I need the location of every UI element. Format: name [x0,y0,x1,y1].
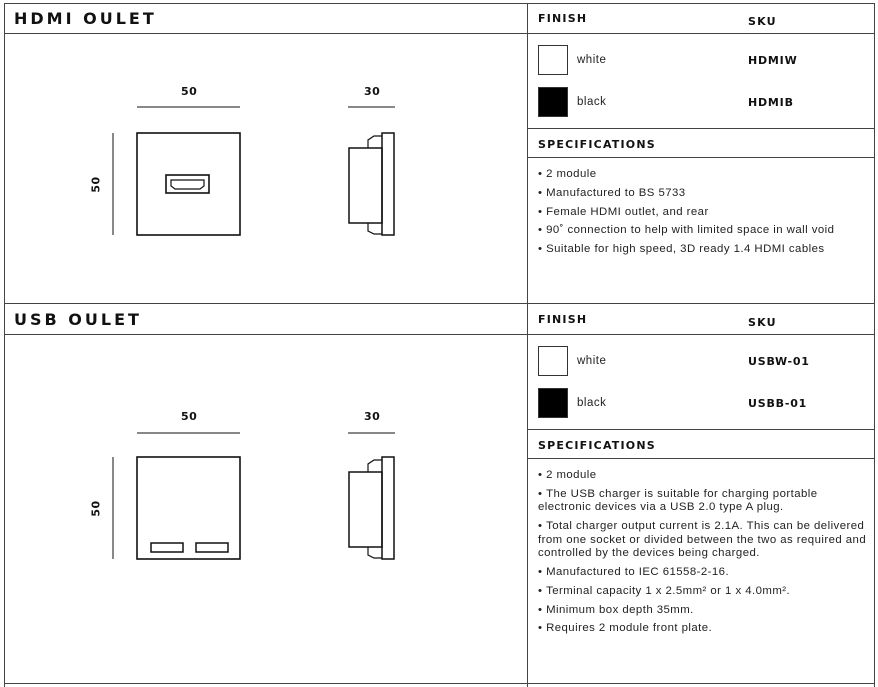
finish-label-black: black [577,397,607,409]
spec-item: • Terminal capacity 1 x 2.5mm² or 1 x 4.0mm². [538,585,868,599]
section-title-usb: USB OULET [14,310,142,329]
dimension-depth-label: 30 [364,85,381,98]
spec-item: • Minimum box depth 35mm. [538,604,868,618]
spec-item: • Manufactured to IEC 61558-2-16. [538,566,868,580]
spec-item: • 90˚ connection to help with limited space in wall void [538,224,868,238]
spec-item: • 2 module [538,469,868,483]
sku-value-white: HDMIW [748,54,798,67]
dimension-width-label: 50 [181,410,198,423]
dimension-height-label: 50 [89,176,103,193]
finish-header: FINISH [538,12,588,25]
finish-header: FINISH [538,313,588,326]
sku-header: SKU [748,316,777,329]
spec-item: • The USB charger is suitable for charging portable electronic devices via a USB 2.0 type A plug. [538,488,868,515]
dimension-depth-label: 30 [364,410,381,423]
finish-label-white: white [577,54,607,66]
dimension-width-label: 50 [181,85,198,98]
sku-value-black: USBB-01 [748,397,808,410]
spec-item: • Manufactured to BS 5733 [538,187,868,201]
specifications-header: SPECIFICATIONS [538,439,656,452]
finish-label-black: black [577,96,607,108]
finish-label-white: white [577,355,607,367]
dimension-height-label: 50 [89,500,103,517]
spec-item: • Requires 2 module front plate. [538,622,868,636]
sku-value-white: USBW-01 [748,355,810,368]
spec-item: • 2 module [538,168,868,182]
specifications-header: SPECIFICATIONS [538,138,656,151]
section-title-hdmi: HDMI OULET [14,9,157,28]
spec-item: • Suitable for high speed, 3D ready 1.4 HDMI cables [538,243,868,257]
spec-item: • Female HDMI outlet, and rear [538,206,868,220]
sku-value-black: HDMIB [748,96,794,109]
spec-item: • Total charger output current is 2.1A. This can be delivered from one socket or divided between the two as required and controlled by the devices being charged. [538,520,868,561]
sku-header: SKU [748,15,777,28]
